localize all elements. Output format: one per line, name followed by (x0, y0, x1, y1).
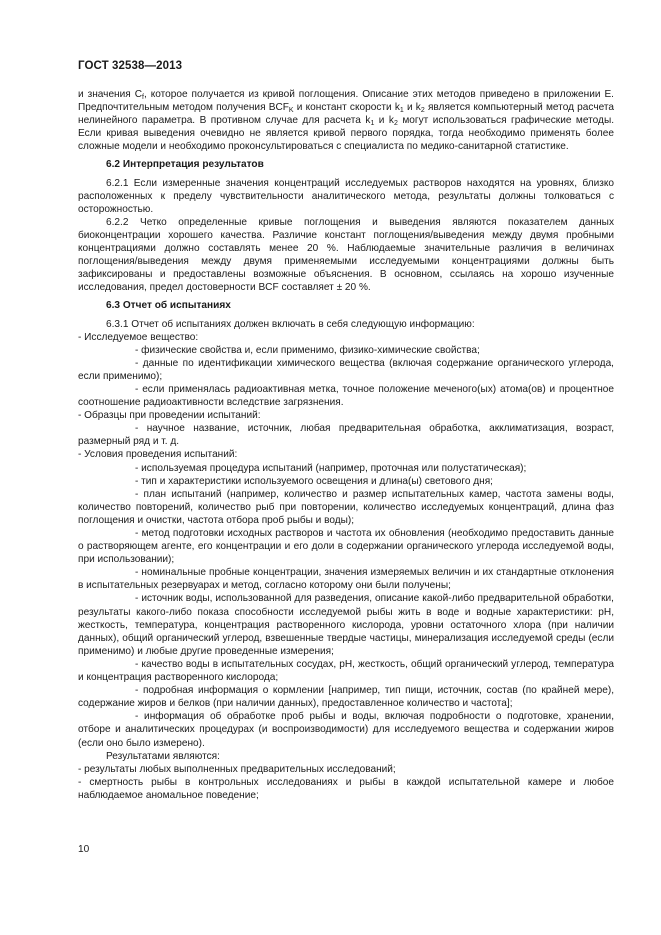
paragraph: - тип и характеристики используемого освещения и длина(ы) светового дня; (135, 475, 493, 487)
paragraph: - данные по идентификации химического вещества (включая содержание органического углерода, если применимо); (78, 357, 614, 382)
paragraph: - Условия проведения испытаний: (78, 449, 238, 461)
paragraph: - план испытаний (например, количество и размер испытательных камер, частота замены воды, количество повторений, количество рыб при повторении, количество исследуемых концентраций, длина фаз поглощения и очистки, частота отбора проб рыбы и воды); (78, 488, 614, 526)
document-body (78, 88, 614, 802)
paragraph: - информация об обработке проб рыбы и воды, включая подробности о подготовке, хранении, отборе и аналитических процедурах (и воспроизводимости) для исследуемого вещества и содержании жиров (если оно было измерено). (78, 711, 614, 749)
paragraph: - смертность рыбы в контрольных исследованиях и рыбы в каждой испытательной камере и любое наблюдаемое аномальное поведение; (78, 776, 614, 801)
paragraph: - если применялась радиоактивная метка, точное положение меченого(ых) атома(ов) и процентное соотношение радиоактивности вследствие загрязнения. (78, 383, 614, 409)
paragraph: - научное название, источник, любая предварительная обработка, акклиматизация, возраст, размерный ряд и т. д. (78, 423, 614, 448)
paragraph: - результаты любых выполненных предварительных исследований; (78, 763, 396, 775)
paragraph: Результатами являются: (106, 750, 220, 762)
paragraph: - используемая процедура испытаний (например, проточная или полустатическая); (135, 462, 527, 474)
paragraph: - источник воды, использованной для разведения, описание какой-либо предварительной обработки, результаты какого-либо показа способности исследуемой рыбы жить в воде и водные характеристики: pH, жесткость, температура, концентрация растворенного кислорода, уровни остаточного хлора (при наличии данных), общий органический углерод, взвешенные твердые частицы, минерализация исследуемой среды (если применимо) и любые другие проведенные измерения; (78, 593, 614, 657)
section-heading: 6.2 Интерпретация результатов (106, 159, 264, 171)
paragraph: - Образцы при проведении испытаний: (78, 410, 261, 422)
paragraph: - метод подготовки исходных растворов и частота их обновления (необходимо предоставить данные о растворяющем агенте, его концентрации и его доли в содержании органического углерода исследуемой воды, при использовании); (78, 528, 614, 566)
paragraph: - качество воды в испытательных сосудах, pH, жесткость, общий органический углерод, температура и концентрация растворенного кислорода; (78, 658, 614, 684)
paragraph: 6.3.1 Отчет об испытаниях должен включать в себя следующую информацию: (106, 318, 475, 330)
paragraph: - физические свойства и, если применимо, физико-химические свойства; (135, 344, 480, 356)
paragraph: - Исследуемое вещество: (78, 331, 199, 343)
page-number: 10 (78, 844, 90, 855)
paragraph: - номинальные пробные концентрации, значения измеряемых величин и их стандартные отклонения в испытательных резервуарах и метод, согласно которому они были получены; (78, 567, 614, 592)
paragraph: - подробная информация о кормлении [например, тип пищи, источник, состав (по крайней мере), содержание жиров и белков (при наличии данных), предоставленное количество и частота]; (78, 685, 614, 710)
paragraph: и значения $C_f$, которое получается из кривой поглощения. Описание этих методов приведено в приложении Е. Предпочтительным методом получения $BCF_K$ и констант скорости $k_1$ и $k_2$ является компьютерный метод расчета нелинейного параметра. В противном случае для расчета $k_1$ и $k_2$ могут использоваться графические методы. Если кривая выведения очевидно не является кривой первого порядка, тогда необходимо применять более сложные модели и необходимо проконсультироваться с специалиста по медико-санитарной статистике. (78, 89, 614, 153)
paragraph: 6.2.1 Если измеренные значения концентраций исследуемых растворов находятся на уровнях, близко расположенных к пределу чувствительности аналитического метода, результаты должны толковаться с осторожностью. (78, 177, 614, 215)
section-heading: 6.3 Отчет об испытаниях (106, 300, 231, 312)
paragraph: 6.2.2 Четко определенные кривые поглощения и выведения являются показателем данных биоконцентрации хорошего качества. Различие констант поглощения/выведения между двумя пробными концентрациями должно составлять менее 20 %. Наблюдаемые значительные различия в величинах поглощения/выведения между двумя применяемыми исследуемыми концентрациями должны быть зафиксированы и предоставлены возможные объяснения. В основном, ссылаясь на хорошо изученные исследования, предел достоверности BCF составляет ± 20 %. (78, 216, 614, 294)
document-header: ГОСТ 32538—2013 (78, 60, 183, 72)
